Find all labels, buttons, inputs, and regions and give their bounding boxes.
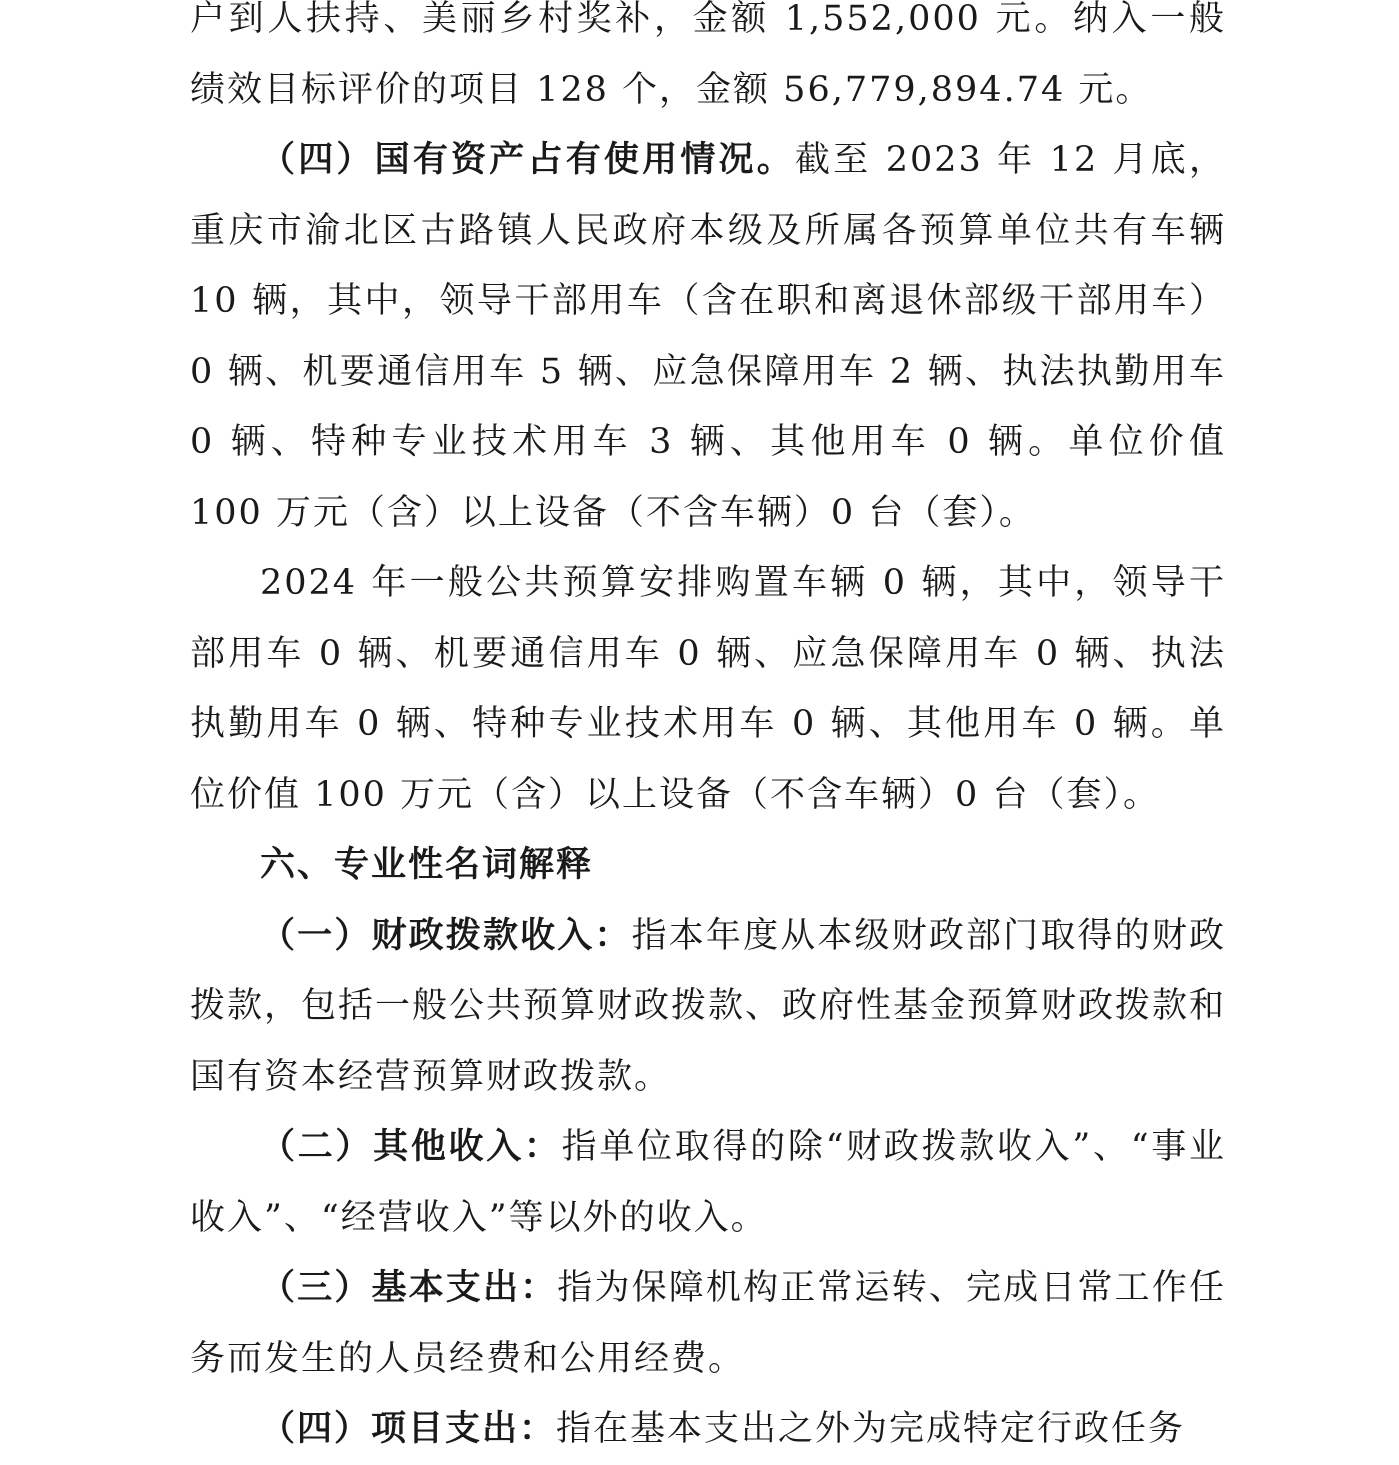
paragraph-bold-lead: （二）其他收入： bbox=[260, 1126, 562, 1167]
paragraph-text: 指在基本支出之外为完成特定行政任务 bbox=[556, 1409, 1186, 1449]
paragraph-term-basic-expenditure bbox=[190, 1253, 1226, 1394]
paragraph-text: 指本年度从本级财政部门取得的财政拨款，包括一般公共预算财政拨款、政府性基金预算财政拨款和国有资本经营预算财政拨款。 bbox=[190, 915, 1227, 1097]
paragraph-term-fiscal-income bbox=[190, 901, 1226, 1113]
paragraph-text: 户到人扶持、美丽乡村奖补，金额 1,552,000 元。纳入一般绩效目标评价的项目 128 个，金额 56,779,894.74 元。 bbox=[190, 0, 1226, 110]
paragraph-text: 截至 2023 年 12 月底，重庆市渝北区古路镇人民政府本级及所属各预算单位共有车辆 10 辆，其中，领导干部用车（含在职和离退休部级干部用车）0 辆、机要通信用车 5 辆、应急保障用车 2 辆、执法执勤用车 0 辆、特种专业技术用车 3 辆、其他用车 0 辆。单位价值 100 万元（含）以上设备（不含车辆）0 台（套）。 bbox=[190, 140, 1226, 533]
paragraph-state-assets bbox=[190, 125, 1226, 548]
paragraph-text: 指为保障机构正常运转、完成日常工作任务而发生的人员经费和公用经费。 bbox=[190, 1268, 1226, 1379]
document-page bbox=[190, 0, 1226, 1465]
section-heading-terms: 六、专业性名词解释 bbox=[260, 845, 594, 885]
paragraph-term-project-expenditure bbox=[190, 1394, 1226, 1465]
paragraph-vehicle-purchase-2024 bbox=[190, 548, 1226, 830]
paragraph-term-other-income bbox=[190, 1112, 1226, 1253]
paragraph-text: 2024 年一般公共预算安排购置车辆 0 辆，其中，领导干部用车 0 辆、机要通信用车 0 辆、应急保障用车 0 辆、执法执勤用车 0 辆、特种专业技术用车 0 辆、其他用车 0 辆。单位价值 100 万元（含）以上设备（不含车辆）0 台（套）。 bbox=[190, 563, 1226, 815]
paragraph-bold-lead: （一）财政拨款收入： bbox=[260, 914, 632, 956]
paragraph-bold-lead: （四）项目支出： bbox=[260, 1408, 557, 1449]
paragraph-bold-lead: （三）基本支出： bbox=[260, 1267, 558, 1308]
paragraph-bold-lead: （四）国有资产占有使用情况。 bbox=[260, 139, 795, 180]
paragraph-performance-evaluation bbox=[190, 0, 1226, 125]
paragraph-text: 指单位取得的除“财政拨款收入”、“事业收入”、“经营收入”等以外的收入。 bbox=[190, 1127, 1226, 1238]
